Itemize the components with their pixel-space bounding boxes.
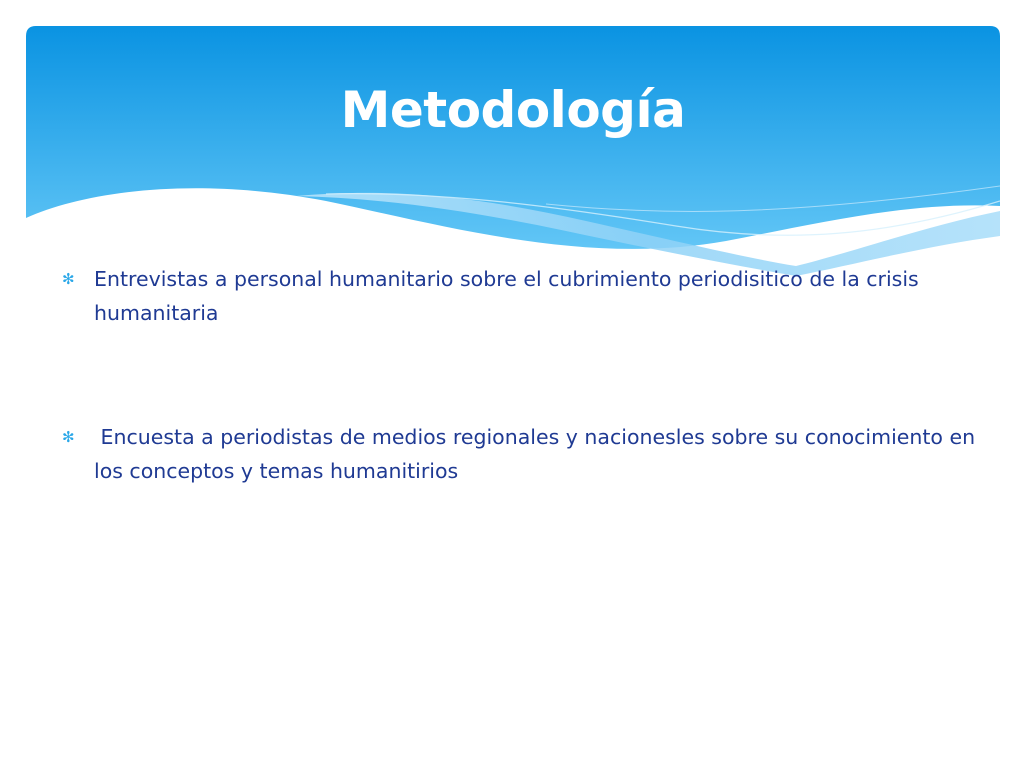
header-banner (26, 26, 1000, 276)
bullet-text: Entrevistas a personal humanitario sobre el cubrimiento periodisitico de la crisis humanitaria (94, 267, 919, 325)
slide-title: Metodología (340, 81, 686, 139)
bullet-item (62, 262, 992, 330)
header-wave-graphic (26, 26, 1000, 276)
bullet-list (62, 262, 992, 488)
asterisk-icon: ✻ (62, 270, 75, 288)
bullet-text: Encuesta a periodistas de medios regionales y nacionesles sobre su conocimiento en los conceptos y temas humanitirios (94, 425, 982, 483)
bullet-item (62, 420, 992, 488)
asterisk-icon: ✻ (62, 428, 75, 446)
